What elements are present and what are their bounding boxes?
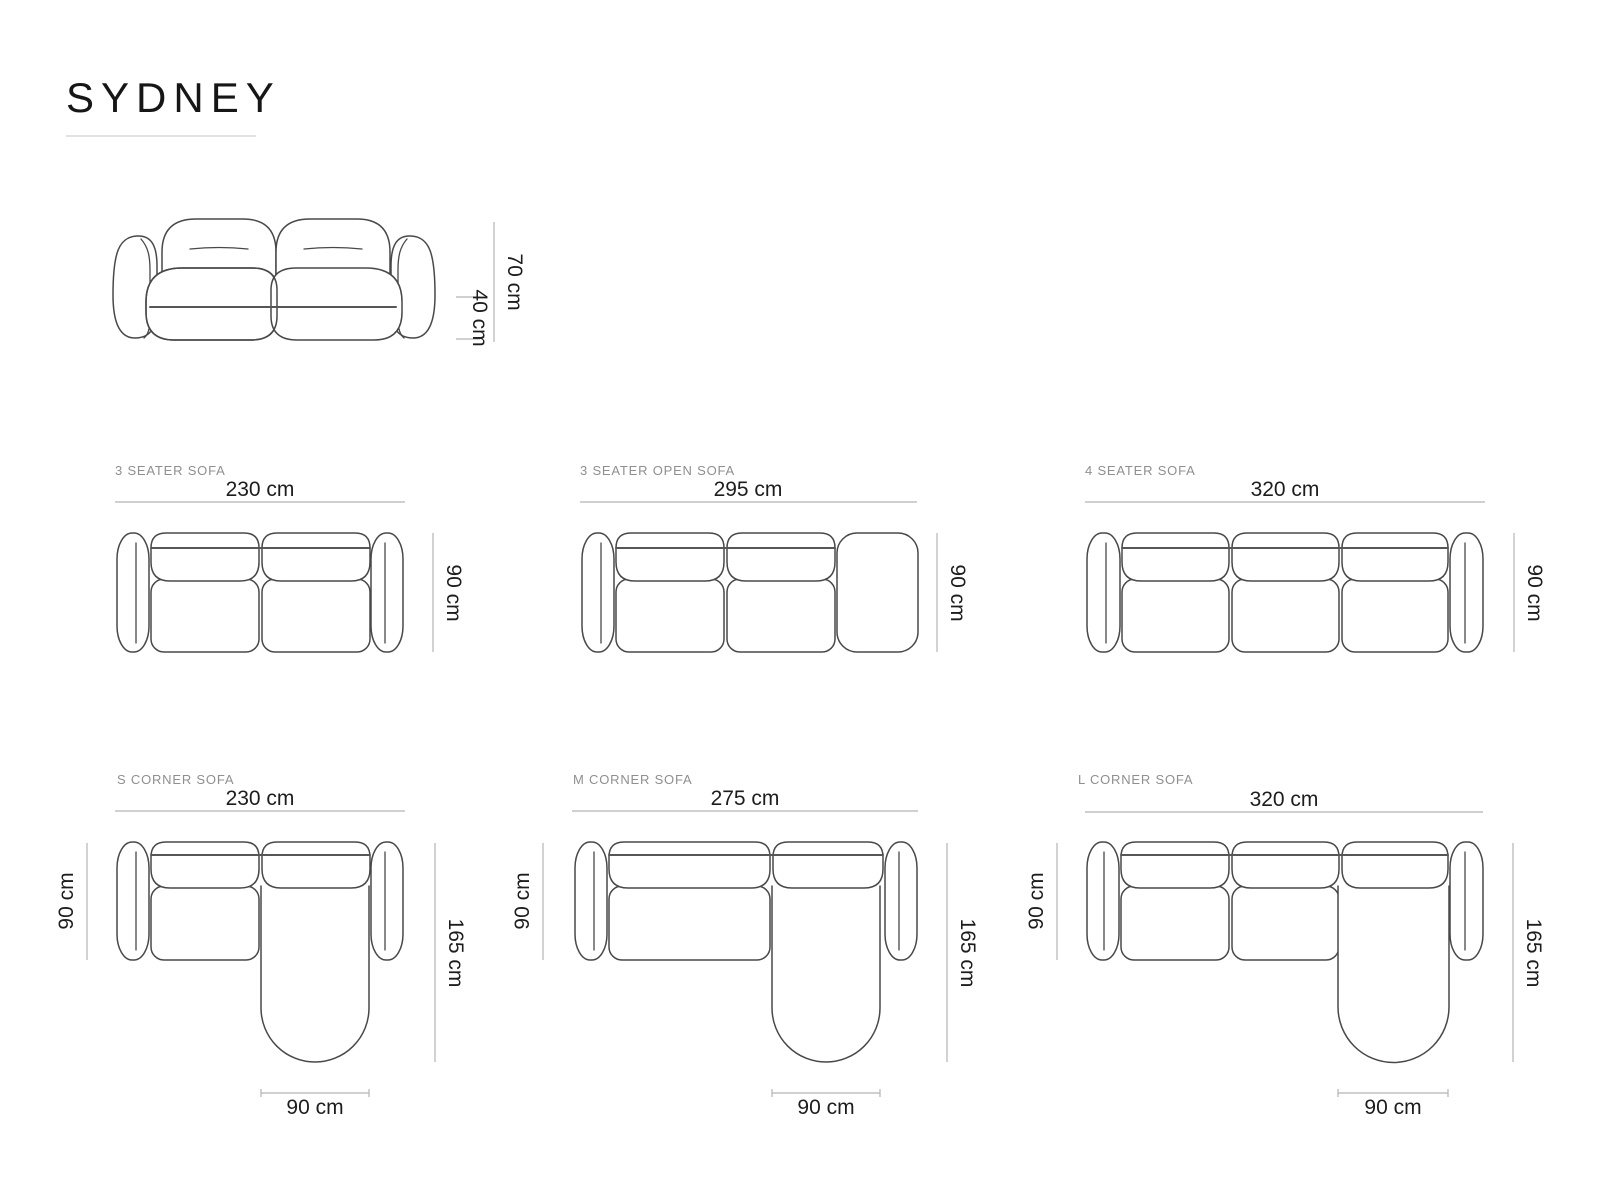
product-label: M CORNER SOFA <box>573 772 693 787</box>
dim-label-width: 275 cm <box>710 787 780 810</box>
seat <box>151 579 259 652</box>
product-label: 3 SEATER SOFA <box>115 463 226 478</box>
armrest <box>371 533 403 652</box>
chaise <box>261 886 369 1062</box>
back-cushion <box>1121 842 1229 888</box>
product-label: 3 SEATER OPEN SOFA <box>580 463 736 478</box>
dim-label-depth: 90 cm <box>442 564 465 622</box>
diagram-3-seater-open-sofa <box>580 463 969 652</box>
seat-cushion <box>146 268 277 340</box>
back-cushion <box>1342 533 1448 581</box>
dim-label-width: 230 cm <box>225 478 295 501</box>
seat <box>1232 579 1339 652</box>
back-cushion <box>1122 533 1229 581</box>
seat <box>1122 579 1229 652</box>
chaise <box>772 886 880 1062</box>
seat <box>1232 886 1339 960</box>
armrest <box>582 533 614 652</box>
back-cushion <box>1342 842 1448 888</box>
back-cushion <box>151 842 259 888</box>
seat <box>609 886 770 960</box>
seat <box>151 886 259 960</box>
armrest <box>885 842 917 960</box>
front-view-diagram <box>113 219 526 347</box>
seat <box>616 579 724 652</box>
dim-label-total-depth: 165 cm <box>444 918 467 988</box>
armrest <box>1087 533 1120 652</box>
armrest <box>117 842 149 960</box>
dim-label-width: 320 cm <box>1250 478 1320 501</box>
page-title: SYDNEY <box>66 74 281 121</box>
seat <box>1342 579 1448 652</box>
dim-label-total-depth: 165 cm <box>956 918 979 988</box>
back-cushion <box>609 842 770 888</box>
diagram-4-seater-sofa <box>1085 463 1546 652</box>
armrest <box>371 842 403 960</box>
back-cushion <box>1232 842 1339 888</box>
dim-label-height: 70 cm <box>503 253 526 311</box>
back-cushion <box>262 533 370 581</box>
dim-label-width: 230 cm <box>225 787 295 810</box>
product-label: 4 SEATER SOFA <box>1085 463 1196 478</box>
dim-label-depth: 90 cm <box>946 564 969 622</box>
dim-label-depth: 90 cm <box>1025 872 1048 930</box>
dim-label-total-depth: 165 cm <box>1522 918 1545 988</box>
armrest <box>117 533 149 652</box>
diagram-3-seater-sofa <box>115 463 465 652</box>
dim-label-depth: 90 cm <box>1523 564 1546 622</box>
seat-cushion <box>271 268 402 340</box>
seat <box>1121 886 1229 960</box>
back-cushion <box>262 842 370 888</box>
chaise <box>1338 886 1449 1063</box>
back-cushion <box>773 842 883 888</box>
dim-label-depth: 90 cm <box>511 872 534 930</box>
dim-label-seat-height: 40 cm <box>468 289 491 347</box>
armrest <box>1450 533 1483 652</box>
product-label: L CORNER SOFA <box>1078 772 1194 787</box>
back-cushion <box>616 533 724 581</box>
diagram-l-corner-sofa <box>1025 772 1545 1119</box>
dim-label-chaise-width: 90 cm <box>286 1096 344 1119</box>
dim-label-width: 295 cm <box>713 478 783 501</box>
armrest <box>1450 842 1483 960</box>
back-cushion <box>151 533 259 581</box>
dim-label-chaise-width: 90 cm <box>797 1096 855 1119</box>
diagram-s-corner-sofa <box>55 772 467 1119</box>
product-label: S CORNER SOFA <box>117 772 235 787</box>
dim-label-chaise-width: 90 cm <box>1364 1096 1422 1119</box>
back-cushion <box>1232 533 1339 581</box>
seat <box>262 579 370 652</box>
armrest <box>575 842 607 960</box>
armrest <box>1087 842 1119 960</box>
seat <box>727 579 835 652</box>
diagram-m-corner-sofa <box>511 772 979 1119</box>
dim-label-width: 320 cm <box>1249 788 1319 811</box>
dim-label-depth: 90 cm <box>55 872 78 930</box>
open-end-module <box>837 533 918 652</box>
back-cushion <box>727 533 835 581</box>
